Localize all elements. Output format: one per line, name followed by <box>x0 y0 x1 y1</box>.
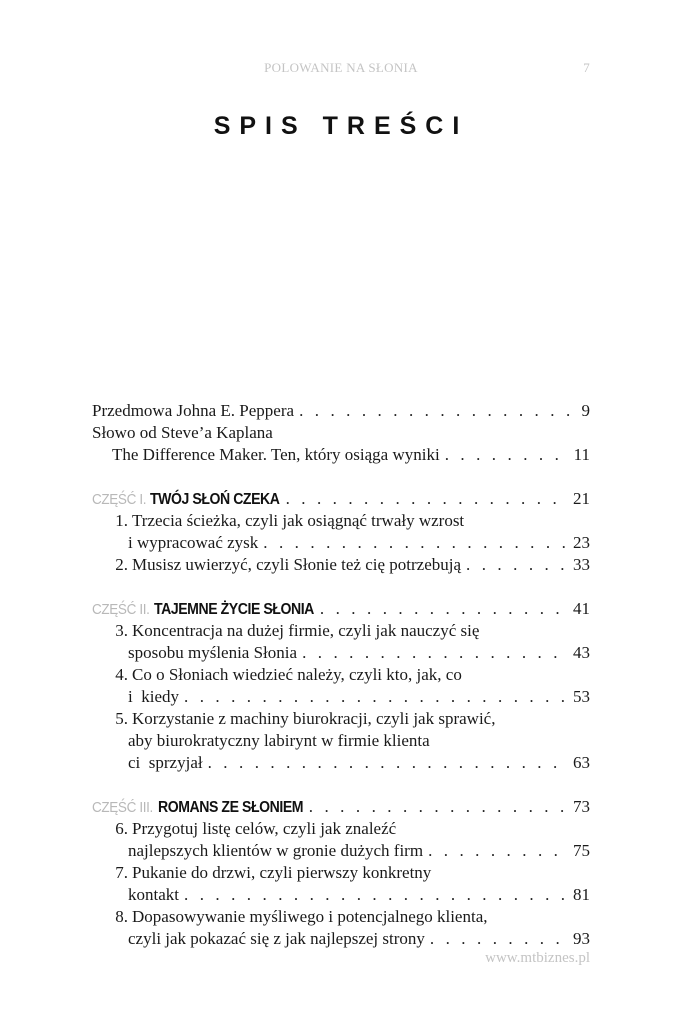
toc-entry-text: Dopasowywanie myśliwego i potencjalnego klienta, <box>132 907 488 926</box>
toc-chapter-5-line2[interactable] <box>92 730 590 752</box>
chapter-number: 2. <box>115 555 128 574</box>
toc-entry-text: Słowo od Steve’a Kaplana <box>92 423 273 442</box>
dot-leader <box>184 686 567 708</box>
toc-chapter-7-line1[interactable] <box>92 862 590 884</box>
toc-chapter-6-line2[interactable] <box>92 840 590 862</box>
toc-entry-text: aby biurokratyczny labirynt w firmie klienta <box>128 731 430 750</box>
dot-leader <box>320 598 567 620</box>
toc-chapter-2[interactable] <box>92 554 590 576</box>
toc-entry-page: 23 <box>573 533 590 552</box>
toc-entry-page: 9 <box>581 401 590 420</box>
toc-chapter-3-line1[interactable] <box>92 620 590 642</box>
dot-leader <box>309 796 567 818</box>
dot-leader <box>263 532 567 554</box>
toc-entry-page: 41 <box>573 599 590 618</box>
toc-entry-text: Pukanie do drzwi, czyli pierwszy konkretny <box>132 863 432 882</box>
running-head <box>92 60 590 76</box>
chapter-number: 6. <box>115 819 128 838</box>
page-title: SPIS TREŚCI <box>213 112 469 140</box>
toc-entry-text: kontakt <box>128 885 179 904</box>
part-title: TWÓJ SŁOŃ CZEKA <box>150 491 280 508</box>
chapter-number: 1. <box>115 511 128 530</box>
toc-entry-text: Musisz uwierzyć, czyli Słonie też cię potrzebują <box>132 555 462 574</box>
toc-entry-text: The Difference Maker. Ten, który osiąga wyniki <box>112 445 440 464</box>
toc-entry-preface[interactable] <box>92 400 590 422</box>
toc-entry-page: 21 <box>573 489 590 508</box>
part-title: TAJEMNE ŻYCIE SŁONIA <box>154 601 315 618</box>
toc-entry-text: ci sprzyjał <box>128 753 203 772</box>
toc-chapter-1-line1[interactable] <box>92 510 590 532</box>
part-label: CZĘŚĆ III. <box>92 799 153 816</box>
toc-entry-word-line2[interactable] <box>92 444 590 466</box>
toc-chapter-5-line3[interactable] <box>92 752 590 774</box>
toc-entry-page: 63 <box>573 753 590 772</box>
toc-entry-text: Trzecia ścieżka, czyli jak osiągnąć trwały wzrost <box>132 511 465 530</box>
toc-entry-text: sposobu myślenia Słonia <box>128 643 298 662</box>
dot-leader <box>299 400 575 422</box>
toc-chapter-7-line2[interactable] <box>92 884 590 906</box>
running-head-page-number: 7 <box>583 60 590 75</box>
toc-entry-page: 75 <box>573 841 590 860</box>
toc-entry-text: Korzystanie z machiny biurokracji, czyli jak sprawić, <box>132 709 496 728</box>
toc-entry-page: 73 <box>573 797 590 816</box>
toc-entry-text: najlepszych klientów w gronie dużych firm <box>128 841 424 860</box>
toc-part-1[interactable] <box>92 488 590 510</box>
toc-entry-page: 53 <box>573 687 590 706</box>
chapter-number: 5. <box>115 709 128 728</box>
toc-entry-page: 11 <box>573 445 590 464</box>
part-label: CZĘŚĆ II. <box>92 601 150 618</box>
dot-leader <box>208 752 567 774</box>
dot-leader <box>445 444 568 466</box>
toc-chapter-5-line1[interactable] <box>92 708 590 730</box>
toc-entry-text: Koncentracja na dużej firmie, czyli jak nauczyć się <box>132 621 480 640</box>
toc-entry-page: 33 <box>573 555 590 574</box>
dot-leader <box>302 642 567 664</box>
toc-entry-word-line1[interactable] <box>92 422 590 444</box>
toc-entry-page: 81 <box>573 885 590 904</box>
toc-entry-text: czyli jak pokazać się z jak najlepszej strony <box>128 929 425 948</box>
dot-leader <box>428 840 567 862</box>
chapter-number: 8. <box>115 907 128 926</box>
dot-leader <box>430 928 567 950</box>
toc-part-3[interactable] <box>92 796 590 818</box>
chapter-number: 7. <box>115 863 128 882</box>
toc-chapter-4-line1[interactable] <box>92 664 590 686</box>
toc-chapter-1-line2[interactable] <box>92 532 590 554</box>
table-of-contents <box>92 400 590 950</box>
toc-chapter-6-line1[interactable] <box>92 818 590 840</box>
toc-entry-text: Co o Słoniach wiedzieć należy, czyli kto, jak, co <box>132 665 462 684</box>
toc-entry-text: Przedmowa Johna E. Peppera <box>92 401 295 420</box>
toc-entry-page: 93 <box>573 929 590 948</box>
chapter-number: 3. <box>115 621 128 640</box>
toc-chapter-8-line2[interactable] <box>92 928 590 950</box>
dot-leader <box>184 884 567 906</box>
toc-chapter-8-line1[interactable] <box>92 906 590 928</box>
dot-leader <box>466 554 567 576</box>
footer-website: www.mtbiznes.pl <box>485 950 590 966</box>
toc-entry-text: i kiedy <box>128 687 179 706</box>
dot-leader <box>286 488 567 510</box>
toc-chapter-4-line2[interactable] <box>92 686 590 708</box>
toc-entry-page: 43 <box>573 643 590 662</box>
part-label: CZĘŚĆ I. <box>92 491 147 508</box>
chapter-number: 4. <box>115 665 128 684</box>
toc-entry-text: i wypracować zysk <box>128 533 259 552</box>
toc-chapter-3-line2[interactable] <box>92 642 590 664</box>
running-head-title: POLOWANIE NA SŁONIA <box>264 60 418 75</box>
part-title: ROMANS ZE SŁONIEM <box>157 799 303 816</box>
toc-part-2[interactable] <box>92 598 590 620</box>
toc-entry-text: Przygotuj listę celów, czyli jak znaleźć <box>132 819 397 838</box>
